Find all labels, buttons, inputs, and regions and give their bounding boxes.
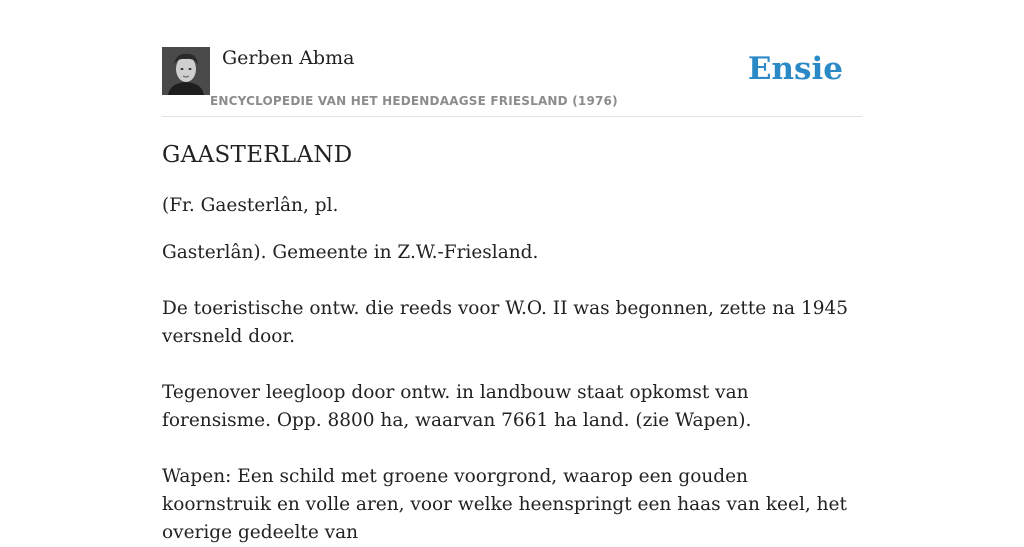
author-name[interactable]: Gerben Abma (222, 47, 355, 69)
brand-logo[interactable]: Ensie (747, 51, 843, 87)
article-paragraph: De toeristische ontw. die reeds voor W.O. II was begonnen, zette na 1945 versneld door. (162, 298, 849, 347)
article-paragraph: Wapen: Een schild met groene voorgrond, waarop een gouden koornstruik en volle aren, voor welke heenspringt een haas van keel, het overige gedeelte van (162, 466, 847, 543)
article-paragraph: (Fr. Gaesterlân, pl. (162, 195, 339, 216)
article-title: GAASTERLAND (162, 142, 353, 168)
article-paragraph: Tegenover leegloop door ontw. in landbouw staat opkomst van forensisme. Opp. 8800 ha, waarvan 7661 ha land. (zie Wapen). (162, 382, 752, 431)
author-portrait-icon (162, 47, 210, 95)
source-name[interactable]: ENCYCLOPEDIE VAN HET HEDENDAAGSE FRIESLAND (1976) (210, 94, 618, 108)
header (162, 0, 862, 117)
page (162, 0, 862, 543)
article-paragraph: Gasterlân). Gemeente in Z.W.-Friesland. (162, 242, 539, 263)
author-avatar[interactable] (162, 47, 210, 95)
